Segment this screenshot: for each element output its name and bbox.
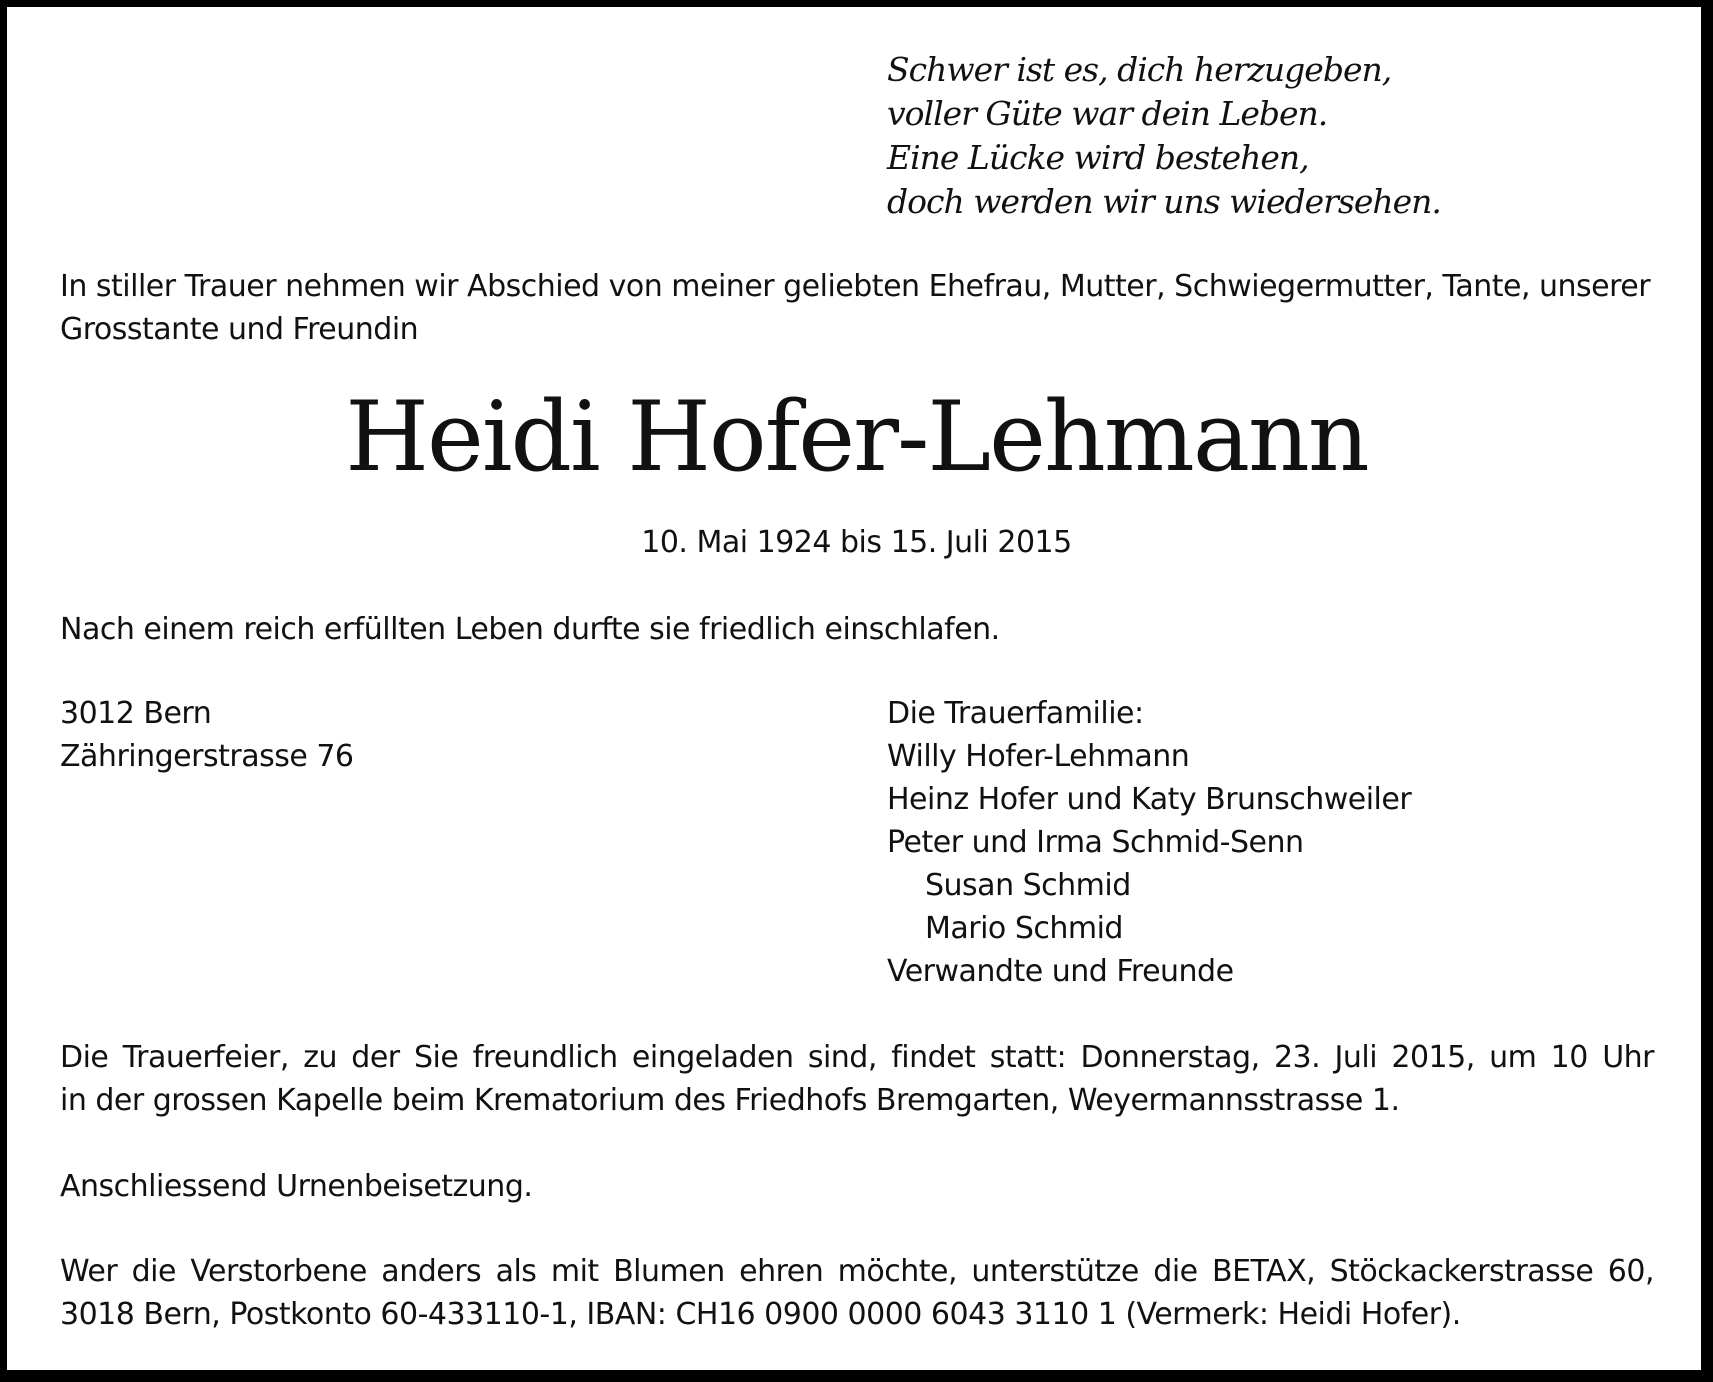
family-member: Mario Schmid	[925, 911, 1123, 946]
address-line: Zähringerstrasse 76	[60, 739, 354, 774]
intro-line: Grosstante und Freundin	[60, 312, 419, 347]
poem	[887, 48, 1441, 224]
address-block	[60, 692, 354, 778]
mourning-family	[887, 692, 1411, 993]
family-member: Susan Schmid	[925, 868, 1131, 903]
intro-text	[60, 265, 1650, 351]
poem-line: doch werden wir uns wiedersehen.	[887, 182, 1441, 221]
poem-line: Schwer ist es, dich herzugeben,	[887, 50, 1392, 89]
ceremony-line: in der grossen Kapelle beim Krematorium des Friedhofs Bremgarten, Weyermannsstrasse 1.	[60, 1083, 1400, 1118]
poem-line: Eine Lücke wird bestehen,	[887, 138, 1309, 177]
donation-info	[60, 1250, 1654, 1336]
poem-line: voller Güte war dein Leben.	[887, 94, 1328, 133]
family-member: Verwandte und Freunde	[887, 954, 1234, 989]
donation-line: 3018 Bern, Postkonto 60-433110-1, IBAN: CH16 0900 0000 6043 3110 1 (Vermerk: Heidi Hofer).	[60, 1297, 1461, 1332]
closing-sentence: Nach einem reich erfüllten Leben durfte sie friedlich einschlafen.	[60, 612, 1000, 647]
family-heading: Die Trauerfamilie:	[887, 696, 1144, 731]
life-dates: 10. Mai 1924 bis 15. Juli 2015	[641, 525, 1072, 560]
address-line: 3012 Bern	[60, 696, 212, 731]
ceremony-info	[60, 1036, 1654, 1122]
ceremony-line: Die Trauerfeier, zu der Sie freundlich eingeladen sind, findet statt: Donnerstag, 23. Juli 2015, um 10 Uhr	[60, 1040, 1654, 1075]
deceased-name: Heidi Hofer-Lehmann	[345, 381, 1368, 493]
donation-line: Wer die Verstorbene anders als mit Blumen ehren möchte, unterstütze die BETAX, Stöckackerstrasse 60,	[60, 1254, 1654, 1289]
family-member: Peter und Irma Schmid-Senn	[887, 825, 1304, 860]
family-member: Heinz Hofer und Katy Brunschweiler	[887, 782, 1412, 817]
family-member: Willy Hofer-Lehmann	[887, 739, 1190, 774]
burial-note: Anschliessend Urnenbeisetzung.	[60, 1169, 533, 1204]
intro-line: In stiller Trauer nehmen wir Abschied von meiner geliebten Ehefrau, Mutter, Schwiegermutter, Tante, unserer	[60, 269, 1651, 304]
